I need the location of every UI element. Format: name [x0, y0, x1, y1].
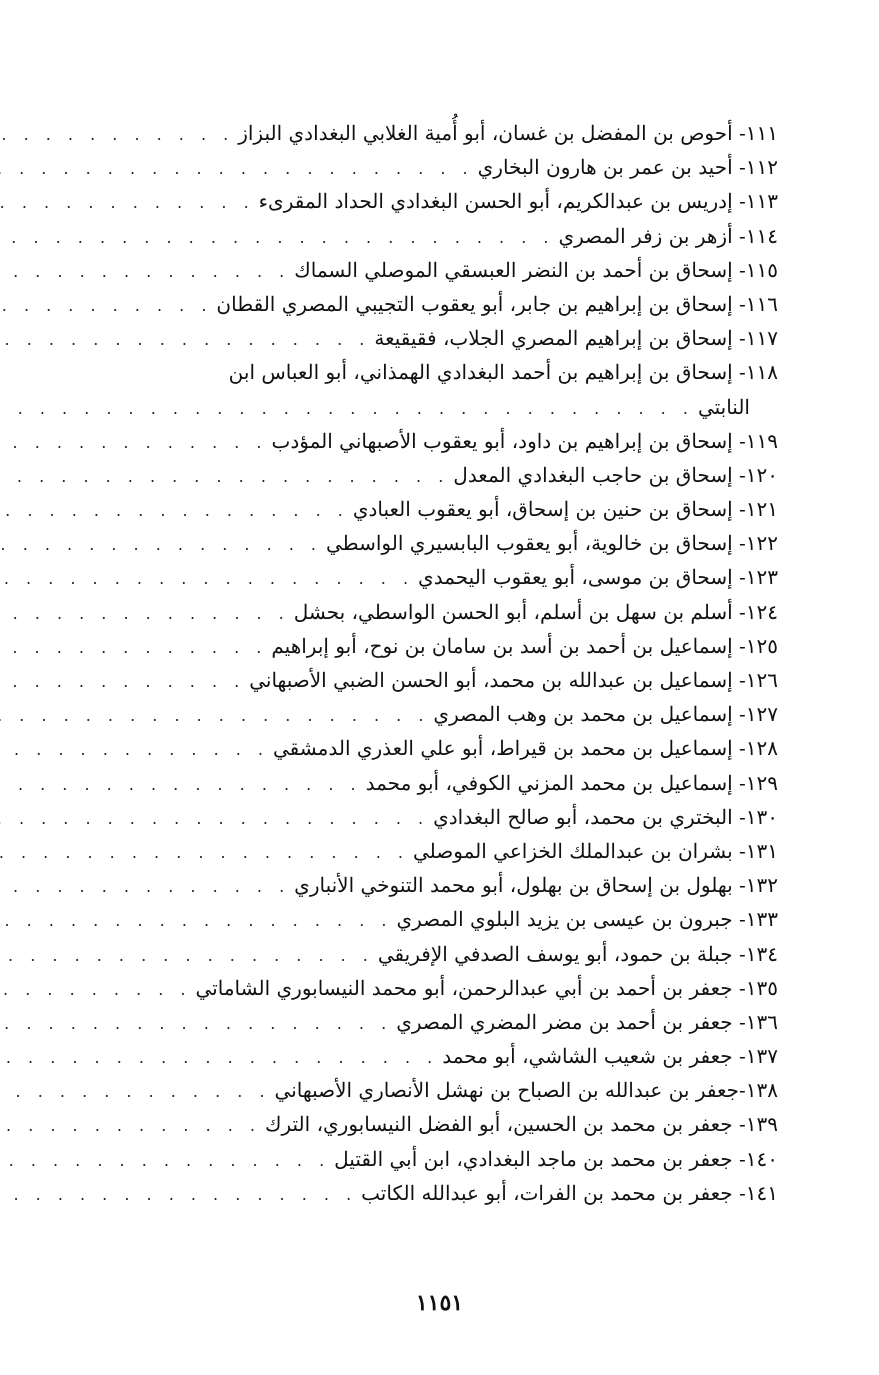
dot-leader — [0, 494, 349, 528]
entry-title: ١١٥- إسحاق بن أحمد بن النضر العبسقي الموصلي السماك — [294, 257, 778, 282]
entry-title: ١١٧- إسحاق بن إبراهيم المصري الجلاب، فقيقيعة — [374, 326, 778, 351]
toc-entry — [118, 766, 778, 800]
dot-leader — [0, 562, 414, 596]
page-number: ١١٥١ — [415, 1290, 464, 1316]
entry-title: ١٢٥- إسماعيل بن أحمد بن أسد بن سامان بن نوح، أبو إبراهيم — [271, 633, 778, 658]
dot-leader — [0, 768, 362, 802]
entry-title: ١٣٧- جعفر بن شعيب الشاشي، أبو محمد — [442, 1044, 778, 1069]
table-of-contents — [118, 116, 778, 1210]
toc-entry — [118, 1073, 778, 1107]
toc-entry — [118, 697, 778, 731]
toc-entry — [118, 287, 778, 321]
entry-title-continuation: النابتي — [697, 394, 750, 419]
dot-leader — [0, 631, 267, 665]
toc-entry — [118, 560, 778, 594]
dot-leader — [0, 289, 212, 323]
dot-leader — [0, 221, 554, 255]
dot-leader — [0, 836, 409, 870]
toc-entry — [118, 1039, 778, 1073]
entry-title: ١٣٣- جبرون بن عيسى بن يزيد البلوي المصري — [396, 907, 778, 932]
dot-leader — [0, 665, 245, 699]
dot-leader — [0, 597, 290, 631]
entry-title: ١٢٦- إسماعيل بن عبدالله بن محمد، أبو الحسن الضبي الأصبهاني — [249, 668, 778, 692]
entry-title: ١١٨- إسحاق بن إبراهيم بن أحمد البغدادي الهمذاني، أبو العباس ابن — [228, 360, 778, 385]
entry-title: ١١٢- أحيد بن عمر بن هارون البخاري — [477, 155, 778, 180]
entry-title: ١٤١- جعفر بن محمد بن الفرات، أبو عبدالله الكاتب — [361, 1180, 778, 1205]
entry-title: ١١٣- إدريس بن عبدالكريم، أبو الحسن البغدادي الحداد المقرىء — [258, 189, 778, 214]
entry-title: ١١٦- إسحاق بن إبراهيم بن جابر، أبو يعقوب التجيبي المصري القطان — [216, 291, 778, 316]
dot-leader — [0, 118, 234, 152]
dot-leader — [0, 699, 429, 733]
entry-title: ١٢٧- إسماعيل بن محمد بن وهب المصري — [433, 702, 778, 727]
toc-entry — [118, 1142, 778, 1176]
dot-leader — [0, 1075, 271, 1109]
toc-entry — [118, 253, 778, 287]
entry-title: ١٢٣- إسحاق بن موسى، أبو يعقوب اليحمدي — [418, 565, 778, 590]
entry-title: ١٢٤- أسلم بن سهل بن أسلم، أبو الحسن الواسطي، بحشل — [293, 599, 778, 624]
dot-leader — [0, 528, 322, 562]
dot-leader — [0, 904, 392, 938]
toc-entry — [118, 902, 778, 936]
dot-leader — [0, 973, 192, 1007]
toc-entry — [118, 184, 778, 218]
entry-title: ١١٩- إسحاق بن إبراهيم بن داود، أبو يعقوب الأصبهاني المؤدب — [271, 428, 778, 453]
toc-entry-continuation — [118, 390, 778, 424]
toc-entry — [118, 116, 778, 150]
toc-entry — [118, 629, 778, 663]
dot-leader — [0, 802, 429, 836]
entry-title: ١٣٦- جعفر بن أحمد بن مضر المضري المصري — [396, 1009, 778, 1034]
entry-title: ١٣٢- بهلول بن إسحاق بن بهلول، أبو محمد التنوخي الأنباري — [294, 873, 778, 898]
toc-entry — [118, 355, 778, 389]
entry-title: ١٣٠- البختري بن محمد، أبو صالح البغدادي — [433, 804, 778, 829]
entry-title: ١٣٥- جعفر بن أحمد بن أبي عبدالرحمن، أبو محمد النيسابوري الشاماتي — [195, 975, 778, 1000]
dot-leader — [0, 460, 449, 494]
toc-entry — [118, 458, 778, 492]
dot-leader — [0, 1178, 357, 1212]
dot-leader — [0, 733, 269, 767]
toc-entry — [118, 595, 778, 629]
dot-leader — [0, 1007, 392, 1041]
entry-title: ١٣٨-جعفر بن عبدالله بن الصباح بن نهشل الأنصاري الأصبهاني — [274, 1078, 778, 1103]
dot-leader — [0, 255, 290, 289]
toc-entry — [118, 492, 778, 526]
entry-title: ١٢٢- إسحاق بن خالوية، أبو يعقوب البابسيري الواسطي — [326, 531, 778, 556]
entry-title: ١٣١- بشران بن عبدالملك الخزاعي الموصلي — [413, 838, 778, 863]
dot-leader — [0, 870, 290, 904]
toc-entry — [118, 731, 778, 765]
toc-entry — [118, 526, 778, 560]
entry-title: ١٢٨- إسماعيل بن محمد بن قيراط، أبو علي العذري الدمشقي — [273, 736, 778, 761]
toc-entry — [118, 150, 778, 184]
toc-entry — [118, 834, 778, 868]
entry-title: ١٣٩- جعفر بن محمد بن الحسين، أبو الفضل النيسابوري، الترك — [265, 1112, 778, 1137]
toc-entry — [118, 800, 778, 834]
toc-entry — [118, 663, 778, 697]
dot-leader — [0, 323, 370, 357]
dot-leader — [0, 152, 474, 186]
toc-entry — [118, 1005, 778, 1039]
entry-title: ١١٤- أزهر بن زفر المصري — [558, 223, 778, 248]
toc-entry — [118, 1107, 778, 1141]
toc-entry — [118, 937, 778, 971]
entry-title: ١٢١- إسحاق بن حنين بن إسحاق، أبو يعقوب العبادي — [352, 497, 778, 522]
toc-entry — [118, 321, 778, 355]
dot-leader — [0, 186, 255, 220]
dot-leader — [0, 1144, 330, 1178]
entry-title: ١٣٤- جبلة بن حمود، أبو يوسف الصدفي الإفريقي — [377, 941, 778, 966]
toc-entry — [118, 868, 778, 902]
entry-title: ١٤٠- جعفر بن محمد بن ماجد البغدادي، ابن أبي القتيل — [334, 1146, 778, 1171]
dot-leader — [0, 426, 268, 460]
dot-leader — [0, 1041, 438, 1075]
dot-leader — [0, 392, 694, 426]
toc-entry — [118, 219, 778, 253]
toc-entry — [118, 424, 778, 458]
dot-leader — [0, 1109, 261, 1143]
toc-entry — [118, 1176, 778, 1210]
entry-title: ١٢٩- إسماعيل بن محمد المزني الكوفي، أبو محمد — [365, 770, 778, 795]
entry-title: ١٢٠- إسحاق بن حاجب البغدادي المعدل — [453, 462, 778, 487]
toc-entry — [118, 971, 778, 1005]
dot-leader — [0, 939, 374, 973]
entry-title: ١١١- أحوص بن المفضل بن غسان، أبو أُمية الغلابي البغدادي البزاز — [238, 121, 778, 145]
